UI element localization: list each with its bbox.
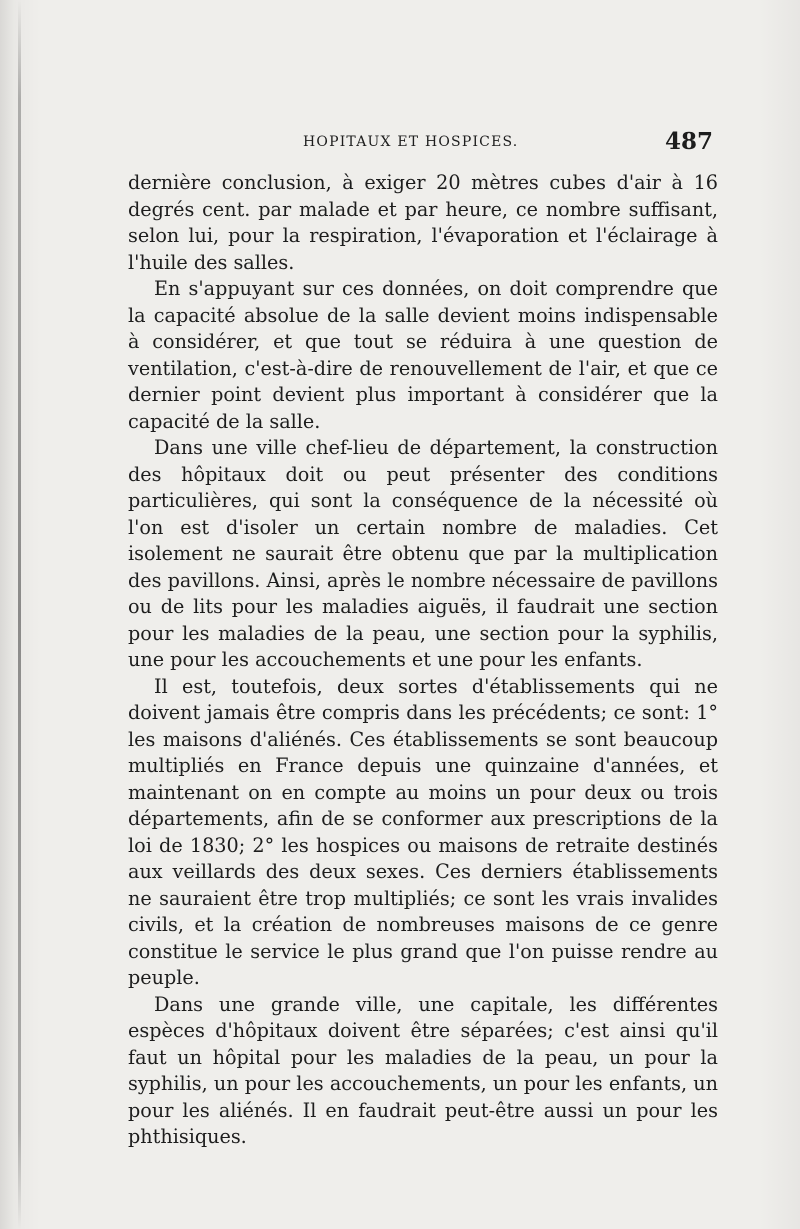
paragraph: Dans une ville chef-lieu de département, la construction des hôpitaux doit ou peut présenter des conditions particulières, qui sont la conséquence de la nécessité où l'on est d'isoler un certain nombre de maladies. Cet isolement ne saurait être obtenu que par la multiplication des pavillons. Ainsi, après le nombre nécessaire de pavillons ou de lits pour les maladies aiguës, il faudrait une section pour les maladies de la peau, une section pour la syphilis, une pour les accouchements et une pour les enfants. xyxy=(128,436,719,671)
page-binding-edge xyxy=(18,0,21,1229)
paragraph: Il est, toutefois, deux sortes d'établissements qui ne doivent jamais être compris dans les précédents; ce sont: 1° les maisons d'aliénés. Ces établissements se sont beaucoup multipliés en France depuis une quinzaine d'années, et maintenant on en compte au moins un pour deux ou trois départements, afin de se conformer aux prescriptions de la loi de 1830; 2° les hospices ou maisons de retraite destinés aux veillards des deux sexes. Ces derniers établissements ne sauraient être trop multipliés; ce sont les vrais invalides civils, et la création de nombreuses maisons de ce genre constitue le service le plus grand que l'on puisse rendre au peuple. xyxy=(128,674,718,989)
running-head: HOPITAUX ET HOSPICES. xyxy=(303,134,519,150)
body-text xyxy=(128,170,718,1151)
page-number: 487 xyxy=(664,128,713,155)
paragraph-continued: dernière conclusion, à exiger 20 mètres cubes d'air à 16 degrés cent. par malade et par heure, ce nombre suffisant, selon lui, pour la respiration, l'évaporation et l'éclairage à l'huile des salles. xyxy=(128,171,718,274)
paragraph: En s'appuyant sur ces données, on doit comprendre que la capacité absolue de la salle devient moins indispensable à considérer, et que tout se réduira à une question de ventilation, c'est-à-dire de renouvellement de l'air, et que ce dernier point devient plus important à considérer que la capacité de la salle. xyxy=(128,277,718,433)
page-header xyxy=(128,128,713,158)
paragraph: Dans une grande ville, une capitale, les différentes espèces d'hôpitaux doivent être séparées; c'est ainsi qu'il faut un hôpital pour les maladies de la peau, un pour la syphilis, un pour les accouchements, un pour les enfants, un pour les aliénés. Il en faudrait peut-être aussi un pour les phthisiques. xyxy=(128,992,718,1148)
